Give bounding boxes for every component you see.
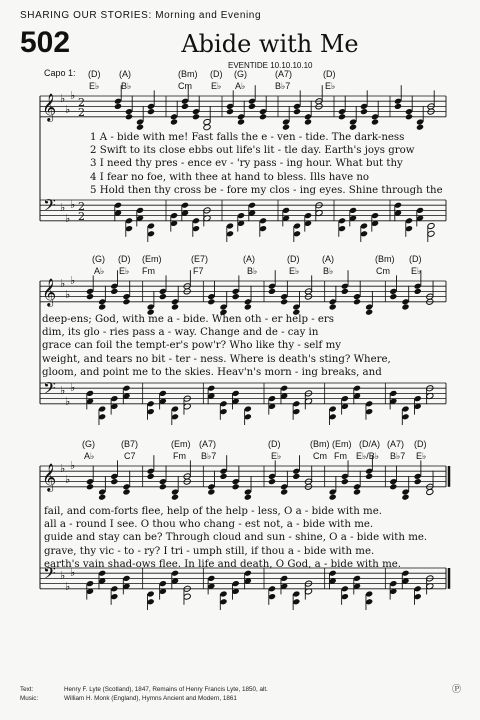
svg-text:♭: ♭ bbox=[60, 462, 66, 475]
chord: (E7) bbox=[191, 254, 209, 264]
chord: Cm bbox=[376, 266, 390, 276]
chord: (D) bbox=[409, 254, 422, 264]
copyright-icon: Ⓟ bbox=[452, 684, 462, 694]
svg-text:♭: ♭ bbox=[65, 473, 71, 486]
chord: (A7) bbox=[199, 439, 217, 449]
chord: (D) bbox=[287, 254, 300, 264]
lyric-line: fail, and com-forts flee, help of the help - less, O a - bide with me. bbox=[44, 506, 382, 517]
chord: B♭ bbox=[323, 266, 334, 276]
svg-text:♭: ♭ bbox=[70, 459, 76, 472]
section-header: SHARING OUR STORIES: Morning and Evening bbox=[20, 10, 262, 21]
lyric-line: 4 I fear no foe, with thee at hand to bless. Ills have no bbox=[90, 171, 370, 183]
svg-text:𝄞: 𝄞 bbox=[42, 93, 57, 121]
svg-text:♭: ♭ bbox=[65, 103, 71, 116]
chord: C7 bbox=[124, 451, 136, 461]
chord: (Bm) bbox=[310, 439, 330, 449]
chord: E♭ bbox=[289, 266, 300, 276]
svg-text:♭: ♭ bbox=[60, 92, 66, 105]
chord: (Em) bbox=[171, 439, 191, 449]
chord: Cm bbox=[178, 81, 192, 91]
svg-text:♭: ♭ bbox=[70, 566, 76, 579]
lyric-line: 3 I need thy pres - ence ev - 'ry pass - ing hour. What but thy bbox=[90, 158, 403, 170]
lyrics-system-2 bbox=[42, 313, 391, 379]
chord: A♭ bbox=[94, 266, 105, 276]
music-credit: William H. Monk (England), Hymns Ancient and Modern, 1861 bbox=[64, 694, 237, 702]
lyrics-system-3 bbox=[44, 505, 427, 571]
text-credit: Henry F. Lyte (Scotland), 1847, Remains of Henry Francis Lyte, 1850, alt. bbox=[64, 686, 268, 693]
credit-label: Music: bbox=[20, 694, 39, 702]
svg-text:♭: ♭ bbox=[70, 89, 76, 102]
lyric-line: weight, and tears no bit - ter - ness. Where is death's sting? Where, bbox=[42, 353, 391, 365]
chord: Fm bbox=[142, 266, 155, 276]
capo-label: Capo 1: bbox=[44, 68, 76, 78]
svg-text:2: 2 bbox=[78, 106, 85, 119]
svg-text:♭: ♭ bbox=[65, 212, 71, 225]
svg-text:♭: ♭ bbox=[60, 569, 66, 582]
lyric-line: 2 Swift to its close ebbs out life's lit - tle day. Earth's joys grow bbox=[90, 145, 415, 157]
chord: (D) bbox=[323, 69, 336, 79]
chord: A♭ bbox=[235, 81, 246, 91]
hymn-title: Abide with Me bbox=[181, 30, 359, 58]
chord: B♭ bbox=[121, 81, 132, 91]
lyric-line: gloom, and point me to the skies. Heav'n's morn - ing breaks, and bbox=[42, 366, 382, 378]
chord: A♭ bbox=[84, 451, 95, 461]
svg-text:2: 2 bbox=[78, 96, 85, 109]
lyric-line: dim, its glo - ries pass a - way. Change and de - cay in bbox=[42, 327, 319, 339]
chord: (Bm) bbox=[178, 69, 198, 79]
svg-text:𝄞: 𝄞 bbox=[42, 278, 57, 306]
chord: E♭ bbox=[325, 81, 336, 91]
chord: (D) bbox=[88, 69, 101, 79]
svg-text:♭: ♭ bbox=[65, 288, 71, 301]
svg-text:♭: ♭ bbox=[60, 384, 66, 397]
lyric-line: 5 Hold then thy cross be - fore my clos - ing eyes. Shine through the bbox=[90, 184, 443, 196]
svg-text:♭: ♭ bbox=[70, 381, 76, 394]
chord: (A7) bbox=[387, 439, 405, 449]
tune-name: EVENTIDE 10.10.10.10 bbox=[228, 61, 313, 70]
chord: Fm bbox=[334, 451, 347, 461]
chord: (G) bbox=[92, 254, 105, 264]
lyric-line: guide and stay can be? Through cloud and sun - shine, O a - bide with me. bbox=[44, 532, 428, 544]
svg-text:𝄢: 𝄢 bbox=[43, 195, 56, 219]
chord: (Em) bbox=[332, 439, 352, 449]
svg-text:2: 2 bbox=[78, 210, 85, 223]
chord: E♭ bbox=[119, 266, 130, 276]
lyric-line: deep-ens; God, with me a - bide. When oth - er help - ers bbox=[42, 314, 335, 325]
lyric-line: 1 A - bide with me! Fast falls the e - ven - tide. The dark-ness bbox=[90, 132, 405, 143]
chord: (D) bbox=[118, 254, 131, 264]
chord: E♭ bbox=[416, 451, 427, 461]
chord: B♭7 bbox=[390, 451, 406, 461]
svg-text:𝄞: 𝄞 bbox=[42, 463, 57, 491]
svg-text:♭: ♭ bbox=[60, 277, 66, 290]
credit-label: Text: bbox=[20, 686, 34, 693]
svg-text:♭: ♭ bbox=[65, 580, 71, 593]
lyric-line: all a - round I see. O thou who chang - est not, a - bide with me. bbox=[44, 519, 374, 531]
lyric-line: grace can foil the tempt-er's pow'r? Who like thy - self my bbox=[42, 340, 341, 352]
svg-text:𝄢: 𝄢 bbox=[43, 378, 56, 402]
svg-text:𝄢: 𝄢 bbox=[43, 563, 56, 587]
hymn-number: 502 bbox=[20, 26, 71, 59]
svg-text:♭: ♭ bbox=[60, 201, 66, 214]
svg-text:♭: ♭ bbox=[70, 274, 76, 287]
svg-text:♭: ♭ bbox=[70, 198, 76, 211]
credits bbox=[20, 686, 268, 703]
chord: (A) bbox=[322, 254, 334, 264]
chord: E♭ bbox=[271, 451, 282, 461]
chord: F7 bbox=[193, 266, 204, 276]
chord: (A) bbox=[119, 69, 131, 79]
chord: E♭ bbox=[211, 81, 222, 91]
svg-text:♭: ♭ bbox=[65, 395, 71, 408]
chord: (D) bbox=[414, 439, 427, 449]
chord: (D) bbox=[210, 69, 223, 79]
chord: B♭7 bbox=[201, 451, 217, 461]
chord: B♭ bbox=[247, 266, 258, 276]
chord: (D/A) bbox=[359, 439, 380, 449]
chord: Cm bbox=[313, 451, 327, 461]
chord: (G) bbox=[82, 439, 95, 449]
lyrics-system-1 bbox=[90, 131, 443, 197]
chord: E♭ bbox=[89, 81, 100, 91]
chord: (A) bbox=[243, 254, 255, 264]
chord: (A7) bbox=[275, 69, 293, 79]
chord: B♭7 bbox=[275, 81, 291, 91]
chord: (G) bbox=[234, 69, 247, 79]
chord: Fm bbox=[173, 451, 186, 461]
chord: (D) bbox=[268, 439, 281, 449]
chord: E♭ bbox=[411, 266, 422, 276]
lyric-line: grave, thy vic - to - ry? I tri - umph still, if thou a - bide with me. bbox=[44, 545, 375, 557]
chord: (Em) bbox=[142, 254, 162, 264]
chord: (Bm) bbox=[375, 254, 395, 264]
chord: (B7) bbox=[121, 439, 139, 449]
lyric-line: earth's vain shad-ows flee. In life and death, O God, a - bide with me. bbox=[44, 558, 402, 570]
chord: E♭/B♭ bbox=[356, 451, 379, 461]
svg-text:2: 2 bbox=[78, 200, 85, 213]
